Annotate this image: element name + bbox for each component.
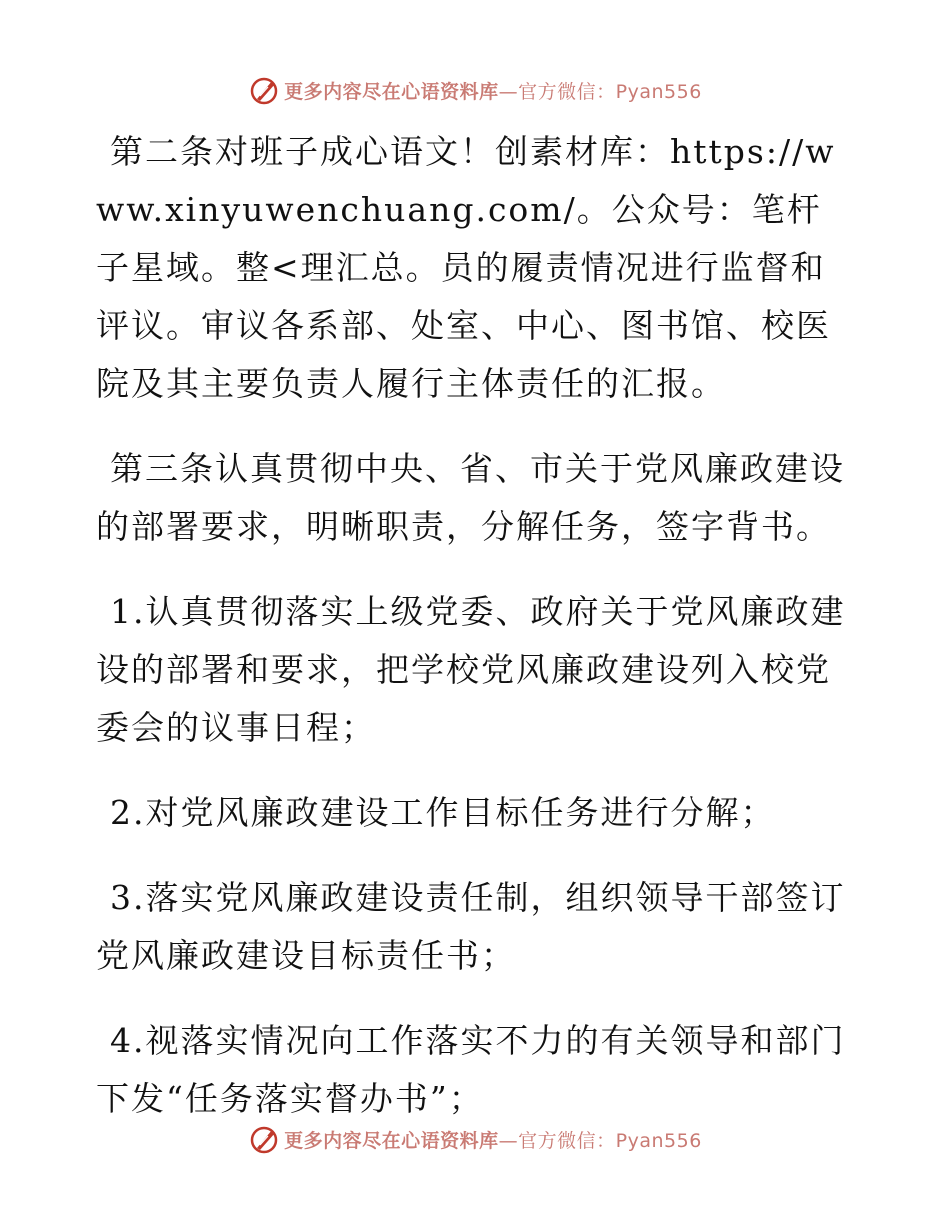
paragraph-article-2: 第二条对班子成心语文！创素材库：https://www.xinyuwenchuang.com/。公众号：笔杆子星域。整<理汇总。员的履责情况进行监督和评议。审议各系部、处室、中心、图书馆、校医院及其主要负责人履行主体责任的汇报。 xyxy=(96,132,836,403)
footer-banner xyxy=(0,1122,950,1156)
footer-banner-title: 更多内容尽在心语资料库 xyxy=(284,1129,499,1152)
feather-pen-logo-icon xyxy=(248,1123,280,1155)
header-banner-title: 更多内容尽在心语资料库 xyxy=(284,80,499,103)
footer-banner-wechat: —官方微信：Pyan556 xyxy=(498,1129,702,1152)
footer-banner-text xyxy=(284,1126,702,1153)
header-banner-wechat: —官方微信：Pyan556 xyxy=(498,80,702,103)
paragraph-item-1: 1.认真贯彻落实上级党委、政府关于党风廉政建设的部署和要求，把学校党风廉政建设列入校党委会的议事日程； xyxy=(96,592,846,747)
header-banner xyxy=(0,73,950,107)
header-banner-text xyxy=(284,77,702,104)
paragraph-item-4: 4.视落实情况向工作落实不力的有关领导和部门下发“任务落实督办书”； xyxy=(96,1021,846,1118)
document-body xyxy=(96,123,856,1155)
paragraph-item-3: 3.落实党风廉政建设责任制，组织领导干部签订党风廉政建设目标责任书； xyxy=(96,878,846,975)
feather-pen-logo-icon xyxy=(248,74,280,106)
paragraph-item-2: 2.对党风廉政建设工作目标任务进行分解； xyxy=(110,793,776,832)
paragraph-article-3: 第三条认真贯彻中央、省、市关于党风廉政建设的部署要求，明晰职责，分解任务，签字背书。 xyxy=(96,449,845,546)
